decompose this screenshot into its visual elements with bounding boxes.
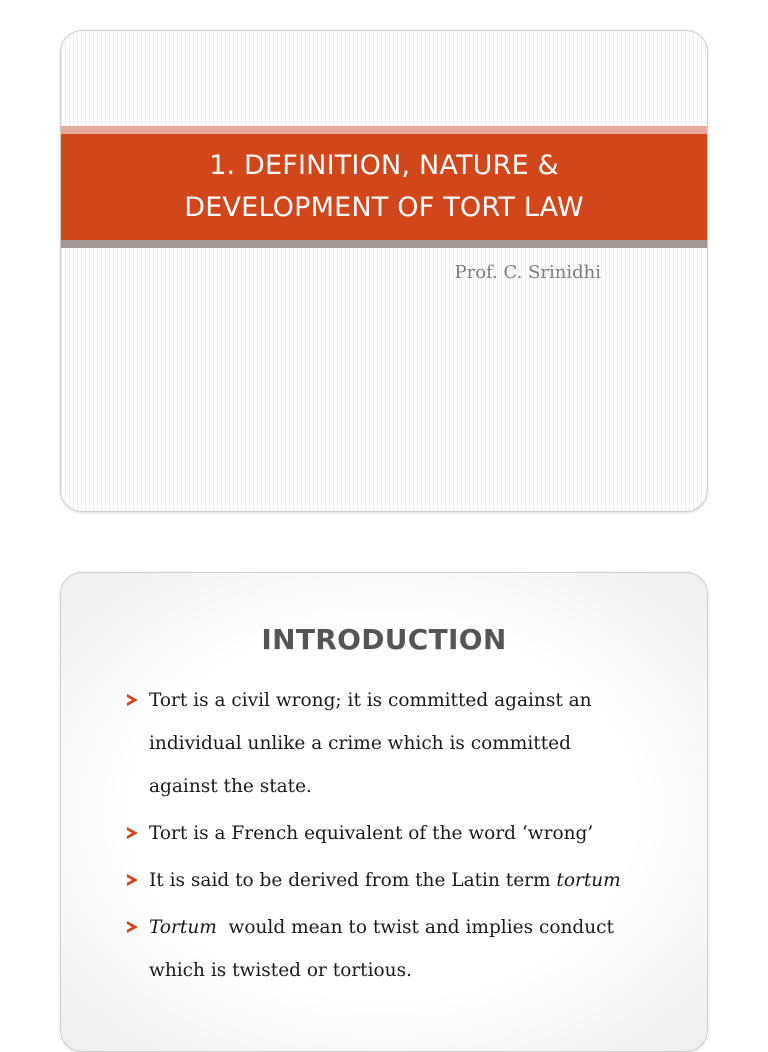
- slide-heading: INTRODUCTION: [261, 623, 507, 656]
- bullet-list: [127, 679, 657, 996]
- bullet-italic-term: tortum: [556, 870, 621, 891]
- title-band-top-stripe: [61, 126, 707, 134]
- title-band-bottom-stripe: [61, 240, 707, 248]
- bullet-item: [127, 859, 657, 902]
- bullet-text: Tort is a French equivalent of the word ‘wrong’: [149, 823, 594, 844]
- title-slide: [60, 30, 708, 512]
- arrow-bullet-icon: [127, 874, 138, 886]
- slide-title: [84, 145, 684, 229]
- slide-title-line-2: DEVELOPMENT OF TORT LAW: [184, 192, 584, 223]
- bullet-text: Tort is a civil wrong; it is committed against an: [149, 690, 592, 711]
- bullet-text: It is said to be derived from the Latin term: [149, 870, 557, 891]
- bullet-item: [127, 679, 657, 808]
- slide-title-line-1: 1. DEFINITION, NATURE &: [209, 150, 559, 181]
- bullet-text: would mean to twist and implies conduct: [216, 917, 614, 938]
- bullet-item: [127, 906, 657, 992]
- title-band: [61, 134, 707, 240]
- bullet-italic-term: Tortum: [149, 917, 217, 938]
- arrow-bullet-icon: [127, 827, 138, 839]
- bullet-text: against the state.: [149, 776, 312, 797]
- bullet-text: individual unlike a crime which is committed: [149, 733, 571, 754]
- arrow-bullet-icon: [127, 694, 138, 706]
- bullet-item: [127, 812, 657, 855]
- introduction-slide: [60, 572, 708, 1052]
- arrow-bullet-icon: [127, 921, 138, 933]
- slide-subtitle: Prof. C. Srinidhi: [454, 262, 601, 283]
- bullet-text: which is twisted or tortious.: [149, 960, 412, 981]
